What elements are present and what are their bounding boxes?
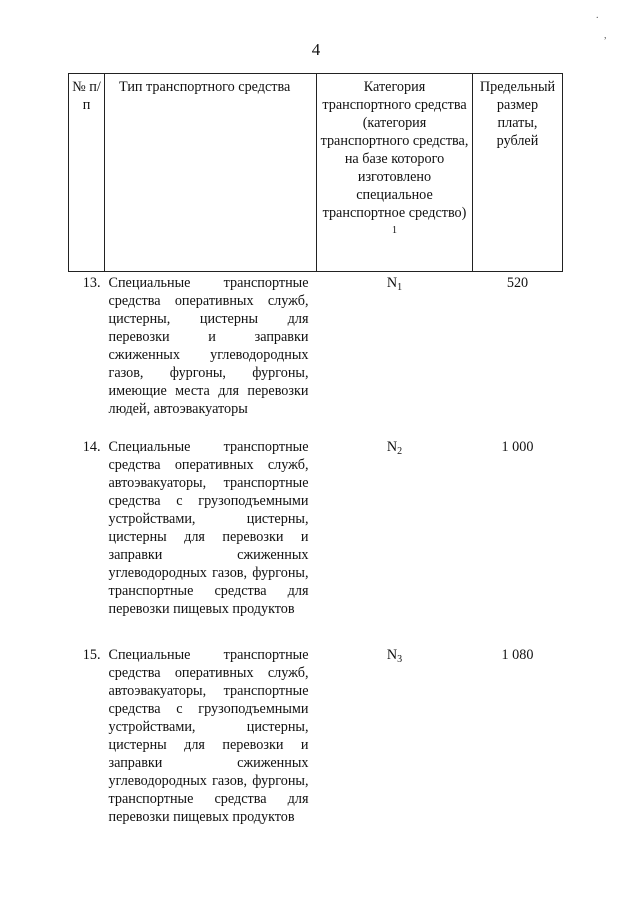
scan-speck: , [604,30,607,41]
header-vehicle-type: Тип транспортного средства [105,74,317,272]
scan-speck: . [596,10,599,21]
category-index: 3 [397,654,403,665]
header-max-fee: Предельный размер платы, рублей [473,74,563,272]
header-category [317,74,473,272]
category-letter: N [386,647,398,663]
table-row [69,438,563,646]
row-number: 14. [82,439,101,455]
table-header-row [69,74,563,272]
row-number: 13. [82,275,101,291]
footnote-marker: 1 [392,225,397,236]
row-category [317,272,473,439]
category-index: 2 [397,446,403,457]
category-index: 1 [397,282,403,293]
category-letter: N [386,439,398,455]
table-row [69,272,563,439]
row-fee: 1 080 [501,647,534,663]
row-vehicle-type: Специальные транспортные средства оперативных служб, автоэвакуаторы, транспортные средства с грузоподъемными устройствами, цистерны, цистерны для перевозки и заправки сжиженных углеводородных газов, фургоны, транспортные средства для перевозки пищевых продуктов [108,439,309,617]
row-category [317,438,473,646]
row-fee: 1 000 [501,439,534,455]
page-number: 4 [311,40,321,59]
row-number: 15. [82,647,101,663]
category-letter: N [386,275,398,291]
table-row [69,646,563,836]
row-category [317,646,473,836]
row-vehicle-type: Специальные транспортные средства оперативных служб, цистерны, цистерны для перевозки и заправки сжиженных углеводородных газов, фургоны, фургоны, имеющие места для перевозки людей, автоэвакуаторы [108,275,309,417]
row-fee: 520 [506,275,529,291]
fee-table [68,73,563,836]
row-vehicle-type: Специальные транспортные средства оперативных служб, автоэвакуаторы, транспортные средства с грузоподъемными устройствами, цистерны, цистерны для перевозки и заправки сжиженных углеводородных газов, фургоны, транспортные средства для перевозки пищевых продуктов [108,647,309,825]
header-category-text: Категория транспортного средства (категория транспортного средства, на базе которого изготовлено специальное транспортное средство) [320,79,469,221]
header-number: № п/п [69,74,105,272]
